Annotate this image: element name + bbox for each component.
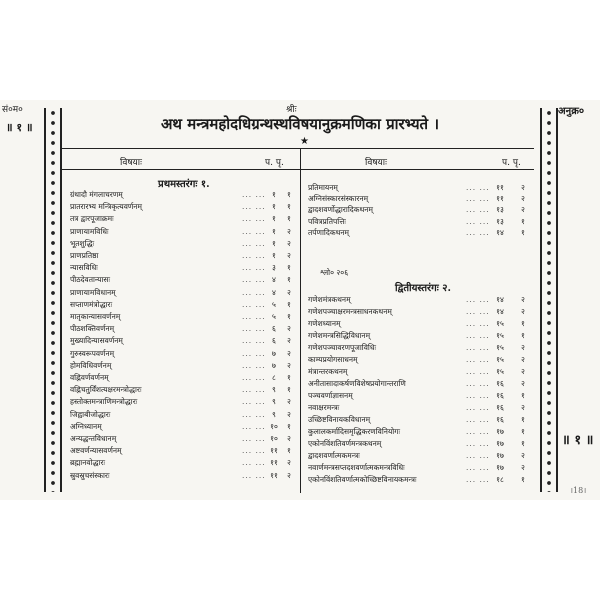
leader-dots: ... ... <box>242 263 266 273</box>
leader-dots: ... ... <box>242 434 266 443</box>
entry-page: १० <box>270 421 278 431</box>
shloka-count: श्लो० २०६ <box>320 268 349 277</box>
top-rule <box>60 148 534 149</box>
entry-page: ७ <box>272 360 276 370</box>
list-item <box>70 288 296 299</box>
leader-dots: ... ... <box>466 475 490 484</box>
entry-side: २ <box>521 343 525 352</box>
list-item <box>70 202 296 213</box>
leader-dots: ... ... <box>242 470 266 480</box>
entry-label: स्रुवस्रुचसंस्कारः <box>70 470 110 480</box>
entry-label: गणेशमन्त्रसिद्धिविधानम् <box>308 331 371 340</box>
leader-dots: ... ... <box>466 227 490 237</box>
left-edge <box>0 100 40 500</box>
leader-dots: ... ... <box>242 348 266 358</box>
list-item <box>70 275 296 286</box>
leader-dots: ... ... <box>242 336 266 346</box>
leader-dots: ... ... <box>242 373 266 382</box>
list-item <box>70 373 296 384</box>
list-item <box>308 403 530 414</box>
entry-label: होमविधिवर्णनम् <box>70 360 112 370</box>
entry-label: पीठशक्तिवर्णनम् <box>70 324 115 334</box>
right-subject-header: विषयाः <box>365 158 387 168</box>
entry-side: १ <box>521 331 525 340</box>
right-edge-number: ।18। <box>570 486 587 495</box>
right-edge-page-mark: ॥ १ ॥ <box>562 433 594 448</box>
entry-label: अन्यद्धन्तविधानम् <box>70 434 117 443</box>
entry-label: अग्निसंस्कारसंस्कारनम् <box>308 194 369 204</box>
entry-page: ११ <box>270 446 278 456</box>
entry-page: ९ <box>272 409 276 419</box>
entry-page: ९ <box>272 385 276 395</box>
list-item <box>308 379 530 390</box>
center-divider <box>300 148 301 493</box>
entry-label: उच्छिष्टविनायकविधानम् <box>308 415 371 424</box>
entry-side: १ <box>521 391 525 400</box>
leader-dots: ... ... <box>466 307 490 316</box>
entry-side: २ <box>287 348 291 358</box>
entry-side: २ <box>521 205 525 215</box>
entry-page: ३ <box>272 263 276 273</box>
entry-side: २ <box>521 183 525 192</box>
entry-page: १ <box>272 251 276 260</box>
left-subject-header: विषयाः <box>120 158 142 168</box>
leader-dots: ... ... <box>242 458 266 468</box>
entry-side: १ <box>287 385 291 395</box>
right-section-heading: द्वितीयस्तरंगः २. <box>395 283 451 294</box>
leader-dots: ... ... <box>466 331 490 340</box>
entry-page: ४ <box>272 287 276 297</box>
right-edge-header: अनुक्र० <box>558 106 585 117</box>
leader-dots: ... ... <box>466 427 490 436</box>
list-item <box>70 458 296 469</box>
entry-label: द्वादशवर्णोद्धारादिकथनम् <box>308 205 373 215</box>
list-item <box>70 385 296 396</box>
list-item <box>308 307 530 318</box>
leader-dots: ... ... <box>466 403 490 412</box>
entry-page: १३ <box>496 205 504 215</box>
entry-page: १ <box>272 190 276 199</box>
entry-page: १६ <box>496 415 504 424</box>
entry-label: अग्निध्यानम् <box>70 421 102 431</box>
entry-page: ६ <box>272 336 276 346</box>
leader-dots: ... ... <box>242 312 266 321</box>
list-item <box>70 434 296 445</box>
entry-page: १७ <box>496 451 504 460</box>
entry-page: १६ <box>496 403 504 412</box>
leader-dots: ... ... <box>242 299 266 309</box>
left-edge-mark: ॥ १ ॥ <box>6 121 33 134</box>
leader-dots: ... ... <box>466 343 490 352</box>
entry-label: नवाक्षरमन्त्रः <box>308 403 340 412</box>
entry-side: २ <box>287 409 291 419</box>
entry-label: ब्रह्मानवोद्धारः <box>70 458 106 468</box>
entry-page: १ <box>272 226 276 236</box>
entry-label: सप्ताणमंत्रोद्धारः <box>70 299 113 309</box>
list-item <box>70 349 296 360</box>
entry-label: नवार्णमन्त्रसप्तदशवर्णात्मकमन्त्रविधिः <box>308 463 405 472</box>
list-item <box>70 446 296 457</box>
entry-side: १ <box>521 227 525 237</box>
entry-label: गणेशपञ्चाक्षरमन्त्रसाधनकथनम् <box>308 307 392 316</box>
entry-side: १ <box>287 373 291 382</box>
entry-page: ९ <box>272 397 276 407</box>
entry-label: कुलालकर्मादिसमृद्धिकरणविनियोगः <box>308 427 400 436</box>
left-pp-header: प. पृ. <box>265 158 284 168</box>
entry-side: १ <box>287 263 291 273</box>
entry-label: मंत्रान्तरकथनम् <box>308 367 348 376</box>
entry-page: १६ <box>496 379 504 388</box>
entry-side: १ <box>521 439 525 448</box>
leader-dots: ... ... <box>466 355 490 364</box>
entry-side: १ <box>287 214 291 224</box>
entry-label: प्रतिमायनम् <box>308 183 338 192</box>
leader-dots: ... ... <box>466 183 490 192</box>
entry-page: १४ <box>496 227 504 237</box>
entry-page: ८ <box>272 373 276 382</box>
list-item <box>308 205 530 216</box>
entry-page: १८ <box>496 475 504 484</box>
leader-dots: ... ... <box>242 190 266 199</box>
entry-side: २ <box>521 367 525 376</box>
entry-label: तर्पणादिकथनम् <box>308 227 350 237</box>
list-item <box>70 263 296 274</box>
list-item <box>70 300 296 311</box>
entry-page: १ <box>272 238 276 248</box>
entry-label: अनीतासादाकर्षणविशेषप्रयोगान्तराणि <box>308 379 406 388</box>
entry-page: १६ <box>496 391 504 400</box>
list-item <box>308 355 530 366</box>
entry-page: १७ <box>496 427 504 436</box>
leader-dots: ... ... <box>242 251 266 260</box>
entry-label: पवित्रप्रतिपत्तिः <box>308 216 346 226</box>
entry-side: १ <box>287 299 291 309</box>
list-item <box>70 471 296 482</box>
leader-dots: ... ... <box>242 287 266 297</box>
entry-side: २ <box>287 458 291 468</box>
entry-page: ५ <box>272 299 276 309</box>
entry-label: मातृकान्यासवर्णनम् <box>70 312 121 321</box>
entry-side: २ <box>521 403 525 412</box>
entry-page: १ <box>272 214 276 224</box>
entry-label: प्राणायामविधिः <box>70 226 109 236</box>
list-item <box>70 410 296 421</box>
leader-dots: ... ... <box>466 391 490 400</box>
entry-page: ११ <box>270 470 278 480</box>
leader-dots: ... ... <box>466 194 490 204</box>
entry-label: पञ्चवर्णाज्ञासनम् <box>308 391 353 400</box>
leader-dots: ... ... <box>466 367 490 376</box>
right-pp-header: प. पृ. <box>502 158 521 168</box>
leader-dots: ... ... <box>466 379 490 388</box>
entry-side: १ <box>521 427 525 436</box>
entry-label: द्वादशवर्णात्मकमन्त्रः <box>308 451 360 460</box>
left-section-heading: प्रथमस्तरंगः १. <box>158 179 210 190</box>
right-ornamental-border <box>540 108 558 492</box>
list-item <box>308 415 530 426</box>
leader-dots: ... ... <box>466 216 490 226</box>
list-item <box>308 194 530 205</box>
entry-page: १७ <box>496 463 504 472</box>
entry-side: २ <box>287 287 291 297</box>
list-item <box>308 475 530 486</box>
list-item <box>308 451 530 462</box>
entry-label: तत्र द्वारपूजाक्रमः <box>70 214 114 224</box>
entry-side: २ <box>287 226 291 236</box>
leader-dots: ... ... <box>242 360 266 370</box>
leader-dots: ... ... <box>242 397 266 407</box>
entry-side: २ <box>287 238 291 248</box>
entry-page: ११ <box>496 183 504 192</box>
entry-side: २ <box>287 360 291 370</box>
leader-dots: ... ... <box>242 238 266 248</box>
entry-side: २ <box>287 397 291 407</box>
entry-label: गणेशध्यानम् <box>308 319 341 328</box>
left-edge-number: सं०म० <box>2 105 23 115</box>
entry-label: प्रातरारभ्य मन्त्रिकृत्यवर्णनम् <box>70 202 142 212</box>
list-item <box>70 190 296 201</box>
list-item <box>308 463 530 474</box>
entry-side: १ <box>287 421 291 431</box>
entry-side: २ <box>521 463 525 472</box>
entry-page: ४ <box>272 275 276 285</box>
entry-side: २ <box>287 470 291 480</box>
entry-side: २ <box>521 194 525 204</box>
entry-page: ११ <box>270 458 278 468</box>
entry-side: १ <box>521 475 525 484</box>
entry-label: भूतशुद्धिः <box>70 238 95 248</box>
list-item <box>308 183 530 194</box>
document-page <box>0 100 600 500</box>
entry-label: पीठदेवतान्यासः <box>70 275 111 285</box>
entry-page: १५ <box>496 367 504 376</box>
list-item <box>70 397 296 408</box>
leader-dots: ... ... <box>242 275 266 285</box>
entry-page: १५ <box>496 355 504 364</box>
list-item <box>308 439 530 450</box>
entry-label: काम्यप्रयोगसाधनम् <box>308 355 358 364</box>
entry-side: १ <box>287 190 291 199</box>
entry-page: १३ <box>496 216 504 226</box>
entry-label: प्राणप्रतिष्ठा <box>70 251 99 260</box>
entry-side: १ <box>287 202 291 212</box>
list-item <box>70 239 296 250</box>
entry-label: अष्टवर्णन्यासवर्णनम् <box>70 446 122 456</box>
entry-label: न्यासविधिः <box>70 263 98 273</box>
entry-page: ७ <box>272 348 276 358</box>
leader-dots: ... ... <box>242 385 266 395</box>
star-ornament: ★ <box>300 136 309 147</box>
list-item <box>70 361 296 372</box>
leader-dots: ... ... <box>466 295 490 304</box>
entry-page: १५ <box>496 319 504 328</box>
entry-label: एकोनविंशतिवर्णात्मकोच्छिष्टविनायकमन्त्रः <box>308 475 417 484</box>
left-ornamental-border <box>44 108 62 492</box>
leader-dots: ... ... <box>242 214 266 224</box>
entry-page: १४ <box>496 295 504 304</box>
entry-side: २ <box>521 379 525 388</box>
entry-label: गुरुस्वरूपवर्णनम् <box>70 348 115 358</box>
leader-dots: ... ... <box>466 415 490 424</box>
entry-label: प्राणायामविधानम् <box>70 287 116 297</box>
entry-label: वह्निचतुर्विंशत्यक्षरमन्त्रोद्धारः <box>70 385 142 395</box>
leader-dots: ... ... <box>242 202 266 212</box>
entry-side: २ <box>287 324 291 334</box>
list-item <box>308 367 530 378</box>
entry-side: १ <box>287 312 291 321</box>
list-item <box>308 319 530 330</box>
entry-side: २ <box>521 295 525 304</box>
leader-dots: ... ... <box>466 319 490 328</box>
entry-label: गणेशपञ्चावरणपूजाविधिः <box>308 343 376 352</box>
list-item <box>70 336 296 347</box>
list-item <box>70 324 296 335</box>
entry-page: १० <box>270 434 278 443</box>
entry-side: १ <box>521 319 525 328</box>
entry-page: ११ <box>496 194 504 204</box>
list-item <box>70 214 296 225</box>
list-item <box>308 343 530 354</box>
entry-side: १ <box>287 446 291 456</box>
entry-page: ६ <box>272 324 276 334</box>
entry-side: २ <box>287 434 291 443</box>
entry-side: १ <box>287 275 291 285</box>
entry-label: गणेशमंत्रकथनम् <box>308 295 351 304</box>
entry-label: हस्तोक्तमन्त्राणिमन्त्रोद्धारः <box>70 397 138 407</box>
entry-label: मुख्यादिन्यासवर्णनम् <box>70 336 123 346</box>
entry-page: १७ <box>496 439 504 448</box>
entry-side: २ <box>521 307 525 316</box>
list-item <box>308 427 530 438</box>
entry-page: ५ <box>272 312 276 321</box>
entry-side: २ <box>287 336 291 346</box>
leader-dots: ... ... <box>466 205 490 215</box>
shri-label: श्रीः <box>286 105 297 115</box>
entry-page: १ <box>272 202 276 212</box>
leader-dots: ... ... <box>466 451 490 460</box>
leader-dots: ... ... <box>242 421 266 431</box>
list-item <box>70 227 296 238</box>
list-item <box>70 312 296 323</box>
list-item <box>308 331 530 342</box>
leader-dots: ... ... <box>242 226 266 236</box>
leader-dots: ... ... <box>466 463 490 472</box>
list-item <box>308 391 530 402</box>
page-title: अथ मन्त्रमहोदधिग्रन्थस्थविषयानुक्रमणिका प्रारभ्यते । <box>160 115 440 133</box>
entry-side: २ <box>287 251 291 260</box>
entry-side: १ <box>521 216 525 226</box>
list-item <box>308 295 530 306</box>
list-item <box>70 251 296 262</box>
leader-dots: ... ... <box>242 446 266 456</box>
entry-label: ग्रंथादौ मंगलाचरणम् <box>70 190 123 199</box>
list-item <box>308 217 530 228</box>
list-item <box>308 228 530 239</box>
entry-label: एकोनविंशतिवर्णमन्त्रकथनम् <box>308 439 382 448</box>
leader-dots: ... ... <box>242 324 266 334</box>
entry-label: वह्निवर्णवर्णनम् <box>70 373 109 382</box>
entry-page: १४ <box>496 307 504 316</box>
leader-dots: ... ... <box>242 409 266 419</box>
entry-side: १ <box>521 415 525 424</box>
entry-page: १५ <box>496 331 504 340</box>
entry-side: २ <box>521 355 525 364</box>
entry-side: २ <box>521 451 525 460</box>
header-rule <box>60 169 534 170</box>
leader-dots: ... ... <box>466 439 490 448</box>
list-item <box>70 422 296 433</box>
entry-page: १५ <box>496 343 504 352</box>
entry-label: जिह्वाबीजोद्धारः <box>70 409 111 419</box>
